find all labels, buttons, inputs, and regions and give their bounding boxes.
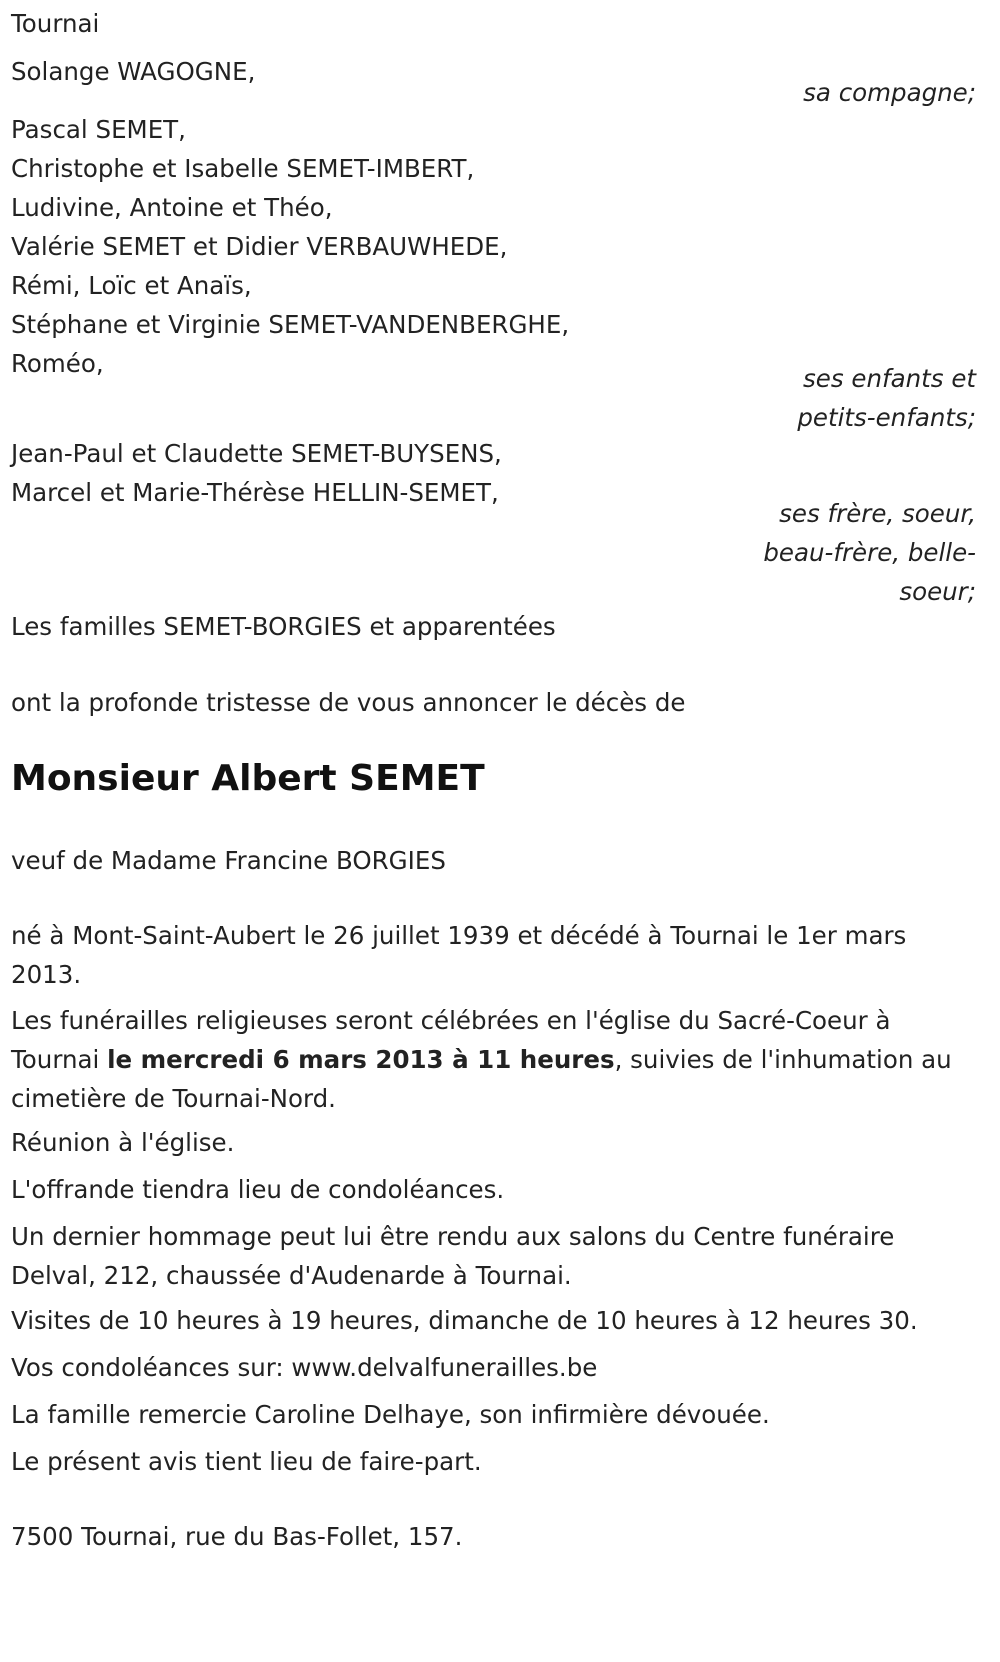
offering-text: L'offrande tiendra lieu de condoléances. — [11, 1175, 505, 1204]
siblings-role-line: soeur; — [899, 577, 976, 606]
funeral-details — [11, 1001, 986, 1118]
widower-of — [11, 841, 986, 880]
visits-text: Visites de 10 heures à 19 heures, dimanche de 10 heures à 12 heures 30. — [11, 1306, 918, 1335]
funeral-line2-post: , suivies de l'inhumation au — [614, 1045, 952, 1074]
thanks-text: La famille remercie Caroline Delhaye, son infirmière dévouée. — [11, 1400, 770, 1429]
condolences — [11, 1348, 986, 1387]
thanks — [11, 1395, 986, 1434]
child-name: Stéphane et Virginie SEMET-VANDENBERGHE, — [11, 310, 570, 339]
location-text: Tournai — [11, 9, 100, 38]
partner-role — [803, 73, 976, 112]
address — [11, 1517, 986, 1556]
partner-name: Solange WAGOGNE, — [11, 57, 256, 86]
child-name: Pascal SEMET, — [11, 115, 186, 144]
sibling-name: Marcel et Marie-Thérèse HELLIN-SEMET, — [11, 478, 499, 507]
deceased-name-text: Monsieur Albert SEMET — [11, 758, 485, 799]
birth-death — [11, 916, 986, 994]
child-name: Rémi, Loïc et Anaïs, — [11, 271, 252, 300]
funeral-line2-pre: Tournai — [11, 1045, 108, 1074]
deceased-name — [11, 757, 986, 801]
visits — [11, 1301, 986, 1340]
notice — [11, 1442, 986, 1481]
child-name: Christophe et Isabelle SEMET-IMBERT, — [11, 154, 475, 183]
child-name: Roméo, — [11, 349, 104, 378]
address-text: 7500 Tournai, rue du Bas-Follet, 157. — [11, 1522, 463, 1551]
partner-role-line: sa compagne; — [803, 78, 976, 107]
sibling-name: Jean-Paul et Claudette SEMET-BUYSENS, — [11, 439, 502, 468]
condolences-text: Vos condoléances sur: www.delvalfunerailles.be — [11, 1353, 598, 1382]
announcement-text: ont la profonde tristesse de vous annoncer le décès de — [11, 688, 686, 717]
families — [11, 607, 986, 646]
reunion — [11, 1123, 986, 1162]
reunion-text: Réunion à l'église. — [11, 1128, 235, 1157]
offering — [11, 1170, 986, 1209]
funeral-line: Les funérailles religieuses seront célébrées en l'église du Sacré-Coeur à — [11, 1006, 891, 1035]
notice-text: Le présent avis tient lieu de faire-part. — [11, 1447, 482, 1476]
funeral-line — [11, 1040, 986, 1079]
tribute-line: Delval, 212, chaussée d'Audenarde à Tournai. — [11, 1261, 572, 1290]
child-name: Ludivine, Antoine et Théo, — [11, 193, 333, 222]
children-role-line: petits-enfants; — [797, 403, 976, 432]
funeral-line: cimetière de Tournai-Nord. — [11, 1084, 336, 1113]
birth-death-line: né à Mont-Saint-Aubert le 26 juillet 1939 et décédé à Tournai le 1er mars — [11, 921, 907, 950]
siblings-role-line: beau-frère, belle- — [763, 538, 976, 567]
children-names — [11, 110, 986, 383]
siblings-role — [763, 494, 976, 611]
children-role — [797, 359, 976, 437]
funeral-date-time: le mercredi 6 mars 2013 à 11 heures — [107, 1045, 615, 1074]
children-role-line: ses enfants et — [803, 364, 976, 393]
tribute — [11, 1217, 986, 1295]
location — [11, 4, 986, 43]
siblings-role-line: ses frère, soeur, — [779, 499, 976, 528]
widower-of-text: veuf de Madame Francine BORGIES — [11, 846, 446, 875]
announcement — [11, 683, 986, 722]
families-text: Les familles SEMET-BORGIES et apparentées — [11, 612, 556, 641]
tribute-line: Un dernier hommage peut lui être rendu aux salons du Centre funéraire — [11, 1222, 895, 1251]
child-name: Valérie SEMET et Didier VERBAUWHEDE, — [11, 232, 508, 261]
birth-death-line: 2013. — [11, 960, 82, 989]
